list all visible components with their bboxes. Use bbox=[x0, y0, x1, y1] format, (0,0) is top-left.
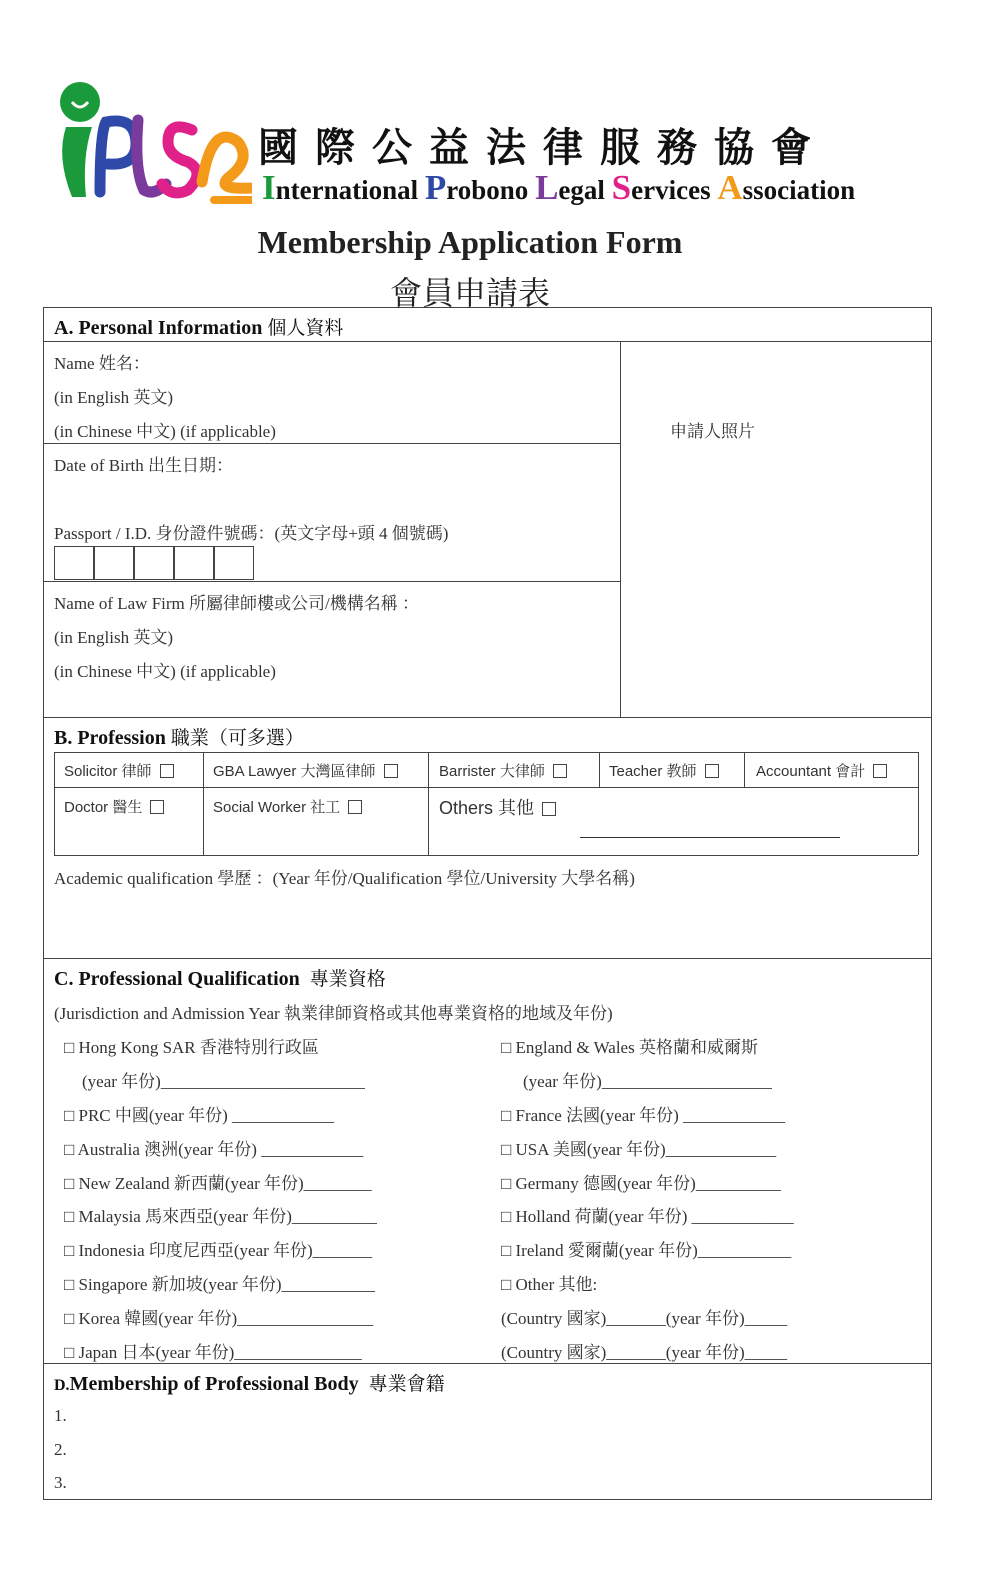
divider bbox=[43, 1363, 932, 1364]
org-name-english: International Probono Legal Services Association bbox=[262, 168, 856, 207]
section-c-heading: C. Professional Qualification 專業資格 bbox=[54, 968, 386, 990]
membership-item-3[interactable]: 3. bbox=[54, 1473, 67, 1492]
qual-malaysia[interactable]: □ Malaysia 馬來西亞(year 年份)__________ bbox=[64, 1207, 377, 1226]
divider bbox=[43, 958, 932, 959]
law-firm-english-field[interactable]: (in English 英文) bbox=[54, 628, 173, 647]
academic-qualification-field[interactable]: Academic qualification 學歷 ：(Year 年份/Qualification 學位/University 大學名稱) bbox=[54, 869, 635, 888]
option-others[interactable]: Others 其他 bbox=[439, 794, 556, 820]
divider bbox=[54, 752, 918, 753]
divider bbox=[43, 581, 621, 582]
option-social-worker[interactable]: Social Worker 社工 bbox=[213, 796, 362, 817]
id-char-box[interactable] bbox=[214, 546, 254, 580]
membership-item-1[interactable]: 1. bbox=[54, 1406, 67, 1425]
qual-new-zealand[interactable]: □ New Zealand 新西蘭(year 年份)________ bbox=[64, 1174, 372, 1193]
qual-holland[interactable]: □ Holland 荷蘭(year 年份) ____________ bbox=[501, 1207, 794, 1226]
section-a-heading: A. Personal Information 個人資料 bbox=[54, 317, 344, 339]
qual-england-wales[interactable]: □ England & Wales 英格蘭和威爾斯 bbox=[501, 1038, 758, 1057]
option-teacher[interactable]: Teacher 教師 bbox=[609, 760, 719, 781]
qual-france[interactable]: □ France 法國(year 年份) ____________ bbox=[501, 1106, 786, 1125]
jurisdiction-note: (Jurisdiction and Admission Year 執業律師資格或其他專業資格的地域及年份) bbox=[54, 1004, 613, 1023]
qual-japan[interactable]: □ Japan 日本(year 年份)_______________ bbox=[64, 1343, 362, 1362]
id-char-box[interactable] bbox=[174, 546, 214, 580]
checkbox[interactable] bbox=[542, 802, 556, 816]
qual-indonesia[interactable]: □ Indonesia 印度尼西亞(year 年份)_______ bbox=[64, 1241, 373, 1260]
section-d-heading: D.Membership of Professional Body 專業會籍 bbox=[54, 1373, 445, 1395]
divider bbox=[428, 752, 429, 855]
option-solicitor[interactable]: Solicitor 律師 bbox=[64, 760, 174, 781]
qual-korea[interactable]: □ Korea 韓國(year 年份)________________ bbox=[64, 1309, 374, 1328]
law-firm-chinese-field[interactable]: (in Chinese 中文) (if applicable) bbox=[54, 662, 276, 681]
law-firm-label: Name of Law Firm 所屬律師樓或公司/機構名稱 ： bbox=[54, 594, 419, 613]
option-gba-lawyer[interactable]: GBA Lawyer 大灣區律師 bbox=[213, 760, 398, 781]
divider bbox=[54, 855, 918, 856]
divider bbox=[918, 752, 919, 855]
checkbox[interactable] bbox=[873, 764, 887, 778]
divider bbox=[599, 752, 600, 787]
id-char-box[interactable] bbox=[94, 546, 134, 580]
qual-england-wales-year[interactable]: (year 年份)____________________ bbox=[523, 1072, 772, 1091]
checkbox[interactable] bbox=[160, 764, 174, 778]
passport-label: Passport / I.D. 身份證件號碼：(英文字母+頭 4 個號碼) bbox=[54, 524, 449, 543]
qual-singapore[interactable]: □ Singapore 新加坡(year 年份)___________ bbox=[64, 1275, 376, 1294]
org-name-chinese: 國際公益法律服務協會 bbox=[258, 124, 828, 171]
checkbox[interactable] bbox=[150, 800, 164, 814]
qual-germany[interactable]: □ Germany 德國(year 年份)__________ bbox=[501, 1174, 781, 1193]
id-char-box[interactable] bbox=[54, 546, 94, 580]
section-b-heading: B. Profession 職業（可多選） bbox=[54, 727, 304, 749]
divider bbox=[620, 341, 621, 717]
option-barrister[interactable]: Barrister 大律師 bbox=[439, 760, 567, 781]
divider bbox=[203, 752, 204, 855]
membership-item-2[interactable]: 2. bbox=[54, 1440, 67, 1459]
qual-other-country-2[interactable]: (Country 國家)_______(year 年份)_____ bbox=[501, 1343, 788, 1362]
divider bbox=[54, 752, 55, 855]
iplsa-logo bbox=[52, 72, 252, 212]
form-title-english: Membership Application Form bbox=[257, 224, 683, 260]
option-accountant[interactable]: Accountant 會計 bbox=[756, 760, 887, 781]
divider bbox=[744, 752, 745, 787]
qual-prc[interactable]: □ PRC 中國(year 年份) ____________ bbox=[64, 1106, 334, 1125]
divider bbox=[43, 717, 932, 718]
qual-ireland[interactable]: □ Ireland 愛爾蘭(year 年份)___________ bbox=[501, 1241, 792, 1260]
name-english-field[interactable]: (in English 英文) bbox=[54, 388, 173, 407]
checkbox[interactable] bbox=[348, 800, 362, 814]
id-char-box[interactable] bbox=[134, 546, 174, 580]
divider bbox=[43, 341, 932, 342]
qual-other[interactable]: □ Other 其他: bbox=[501, 1275, 598, 1294]
qual-hong-kong-year[interactable]: (year 年份)________________________ bbox=[82, 1072, 365, 1091]
divider bbox=[54, 787, 918, 788]
qual-usa[interactable]: □ USA 美國(year 年份)_____________ bbox=[501, 1140, 777, 1159]
photo-placeholder[interactable]: 申請人照片 bbox=[670, 422, 755, 441]
checkbox[interactable] bbox=[705, 764, 719, 778]
qual-other-country-1[interactable]: (Country 國家)_______(year 年份)_____ bbox=[501, 1309, 788, 1328]
qual-hong-kong[interactable]: □ Hong Kong SAR 香港特別行政區 bbox=[64, 1038, 319, 1057]
checkbox[interactable] bbox=[384, 764, 398, 778]
logo-head bbox=[60, 82, 100, 122]
checkbox[interactable] bbox=[553, 764, 567, 778]
others-fill-line[interactable] bbox=[580, 837, 840, 838]
qual-australia[interactable]: □ Australia 澳洲(year 年份) ____________ bbox=[64, 1140, 364, 1159]
name-label: Name 姓名： bbox=[54, 354, 150, 373]
dob-field[interactable]: Date of Birth 出生日期： bbox=[54, 456, 233, 475]
form-title-chinese: 會員申請表 bbox=[389, 274, 550, 312]
divider bbox=[43, 443, 621, 444]
name-chinese-field[interactable]: (in Chinese 中文) (if applicable) bbox=[54, 422, 276, 441]
option-doctor[interactable]: Doctor 醫生 bbox=[64, 796, 164, 817]
